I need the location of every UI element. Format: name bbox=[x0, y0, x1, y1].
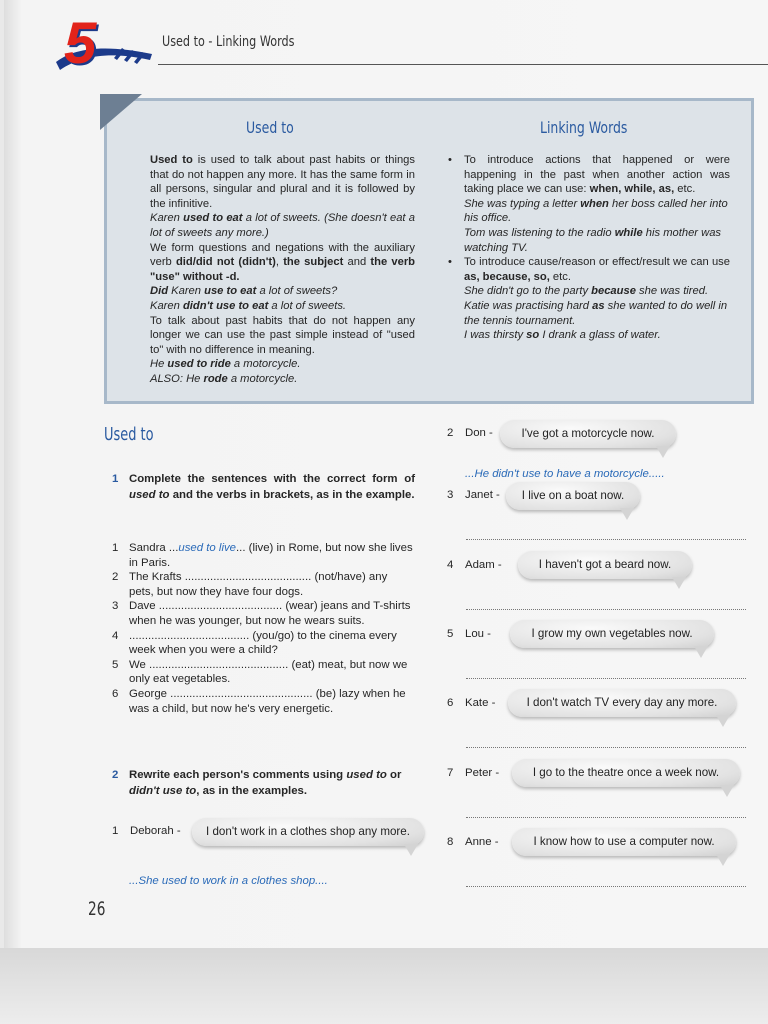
unit-number: 5 bbox=[64, 11, 95, 76]
answer-line[interactable] bbox=[466, 539, 746, 540]
speech-bubble: I go to the theatre once a week now. bbox=[512, 759, 740, 787]
scan-bottom-margin bbox=[0, 948, 768, 1024]
linking-words-heading: Linking Words bbox=[540, 118, 628, 137]
exercise-1-instruction: Complete the sentences with the correct form of used to and the verbs in brackets, as in the example. bbox=[129, 473, 415, 501]
speech-bubble: I haven't got a beard now. bbox=[518, 551, 692, 579]
exercise-2-number: 2 bbox=[112, 769, 119, 781]
speech-bubble-tail bbox=[694, 646, 708, 658]
exercise-1-item[interactable]: 1 Sandra ...used to live... (live) in Rome, but now she lives in Paris. bbox=[112, 542, 413, 569]
exercise-1-item[interactable]: 2 The Krafts ........................................ (not/have) any pets, but now they have four dogs. bbox=[112, 571, 388, 598]
speech-bubble: I grow my own vegetables now. bbox=[510, 620, 714, 648]
exercise-1-item[interactable]: 4 ...................................... (you/go) to the cinema every week when you were a child? bbox=[112, 629, 397, 657]
speech-bubble-tail bbox=[620, 508, 634, 520]
speech-bubble: I live on a boat now. bbox=[506, 482, 640, 510]
speech-bubble-tail bbox=[716, 854, 730, 866]
used-to-heading: Used to bbox=[246, 118, 294, 137]
answer-line[interactable] bbox=[466, 886, 746, 887]
speech-bubble-tail bbox=[716, 715, 730, 727]
section-heading-used-to: Used to bbox=[104, 424, 154, 445]
page-number: 26 bbox=[88, 898, 106, 920]
speech-bubble: I know how to use a computer now. bbox=[512, 828, 736, 856]
exercise-2-instruction: Rewrite each person's comments using used to or didn't use to, as in the examples. bbox=[129, 769, 402, 797]
exercise-1-list bbox=[112, 541, 414, 716]
answer-line[interactable]: ...He didn't use to have a motorcycle..... bbox=[465, 468, 665, 480]
speech-bubble: I don't watch TV every day any more. bbox=[508, 689, 736, 717]
header-divider bbox=[158, 64, 768, 65]
page-title: Used to - Linking Words bbox=[162, 34, 295, 50]
exercise-1-item[interactable]: 6 George ............................................. (be) lazy when he was a child, but now he's very energetic. bbox=[112, 687, 406, 715]
exercise-1-number: 1 bbox=[112, 473, 119, 485]
answer-line[interactable] bbox=[466, 817, 746, 818]
answer-line[interactable] bbox=[466, 678, 746, 679]
linking-words-explanation: • To introduce actions that happened or were happening in the past when another action was taking place we can use: when, while, as, etc. She was typing a letter when her boss called her into his office. Tom was listening to the radio while his mother was watching TV. • To introduce cause/reason or effect/result we can use as, because, so, etc. She didn't go to the party because she was tired. Katie was practising hard as she wanted to do well in the tennis tournament. I was thirsty so I drank a glass of water. bbox=[446, 153, 730, 343]
speech-bubble-tail bbox=[656, 446, 670, 458]
speech-bubble: I don't work in a clothes shop any more. bbox=[192, 818, 424, 846]
speech-bubble-tail bbox=[672, 577, 686, 589]
answer-line[interactable]: ...She used to work in a clothes shop.... bbox=[129, 875, 328, 887]
answer-line[interactable] bbox=[466, 609, 746, 610]
box-corner-decoration bbox=[100, 94, 142, 130]
speech-bubble: I've got a motorcycle now. bbox=[500, 420, 676, 448]
answer-line[interactable] bbox=[466, 747, 746, 748]
speech-bubble-tail bbox=[404, 844, 418, 856]
used-to-explanation: Used to is used to talk about past habits or things that do not happen any more. It has the same form in all persons, singular and plural and it is followed by the infinitive. Karen used to eat a lot of sweets. (She doesn't eat a lot of sweets any more.) We form questions and negations with the auxiliary verb did/did not (didn't), the subject and the verb "use" without -d. Did Karen use to eat a lot of sweets? Karen didn't use to eat a lot of sweets. To talk about past habits that do not happen any longer we can use the past simple instead of "used to" with no difference in meaning. He used to ride a motorcycle. ALSO: He rode a motorcycle. bbox=[150, 154, 416, 385]
exercise-1-item[interactable]: 5 We ............................................ (eat) meat, but now we only eat vegetables. bbox=[112, 658, 408, 686]
speech-bubble-tail bbox=[720, 785, 734, 797]
exercise-1-item[interactable]: 3 Dave ....................................... (wear) jeans and T-shirts when he was younger, but now he wears suits. bbox=[112, 600, 411, 627]
